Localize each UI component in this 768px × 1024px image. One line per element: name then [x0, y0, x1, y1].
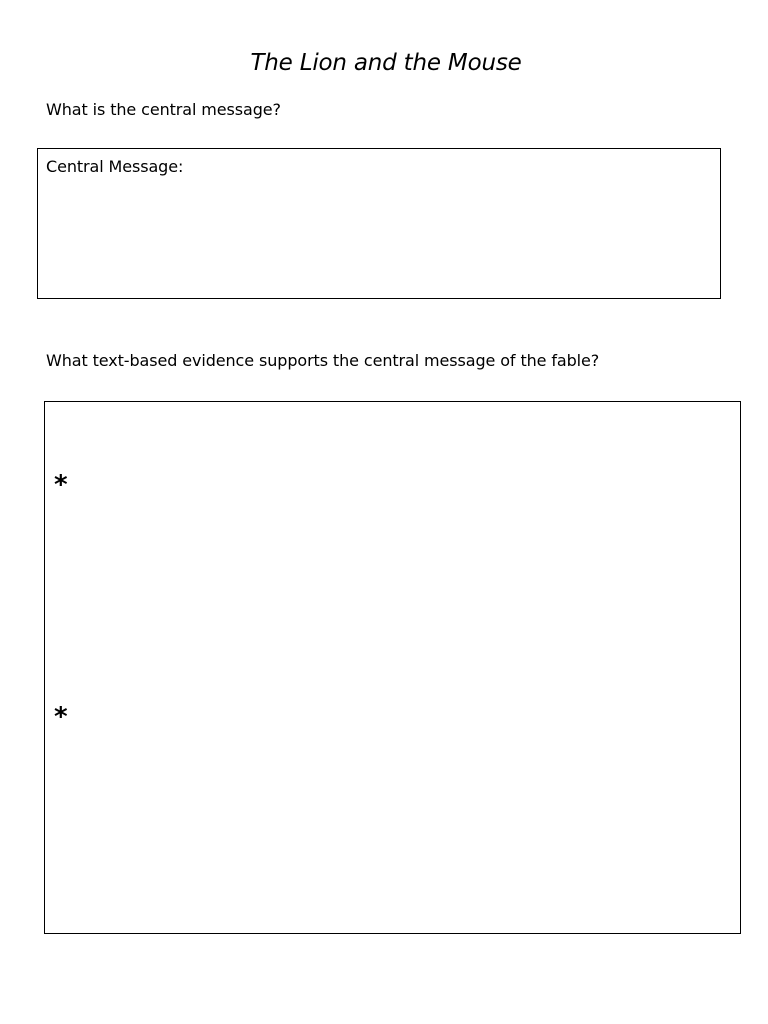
worksheet-title: The Lion and the Mouse — [250, 50, 522, 76]
central-message-label: Central Message: — [46, 157, 184, 176]
evidence-box[interactable] — [44, 401, 741, 934]
evidence-question: What text-based evidence supports the central message of the fable? — [46, 351, 600, 370]
central-message-question: What is the central message? — [46, 100, 281, 119]
evidence-bullet-2: * — [53, 702, 69, 732]
central-message-box[interactable] — [37, 148, 721, 299]
evidence-bullet-1: * — [53, 470, 69, 500]
